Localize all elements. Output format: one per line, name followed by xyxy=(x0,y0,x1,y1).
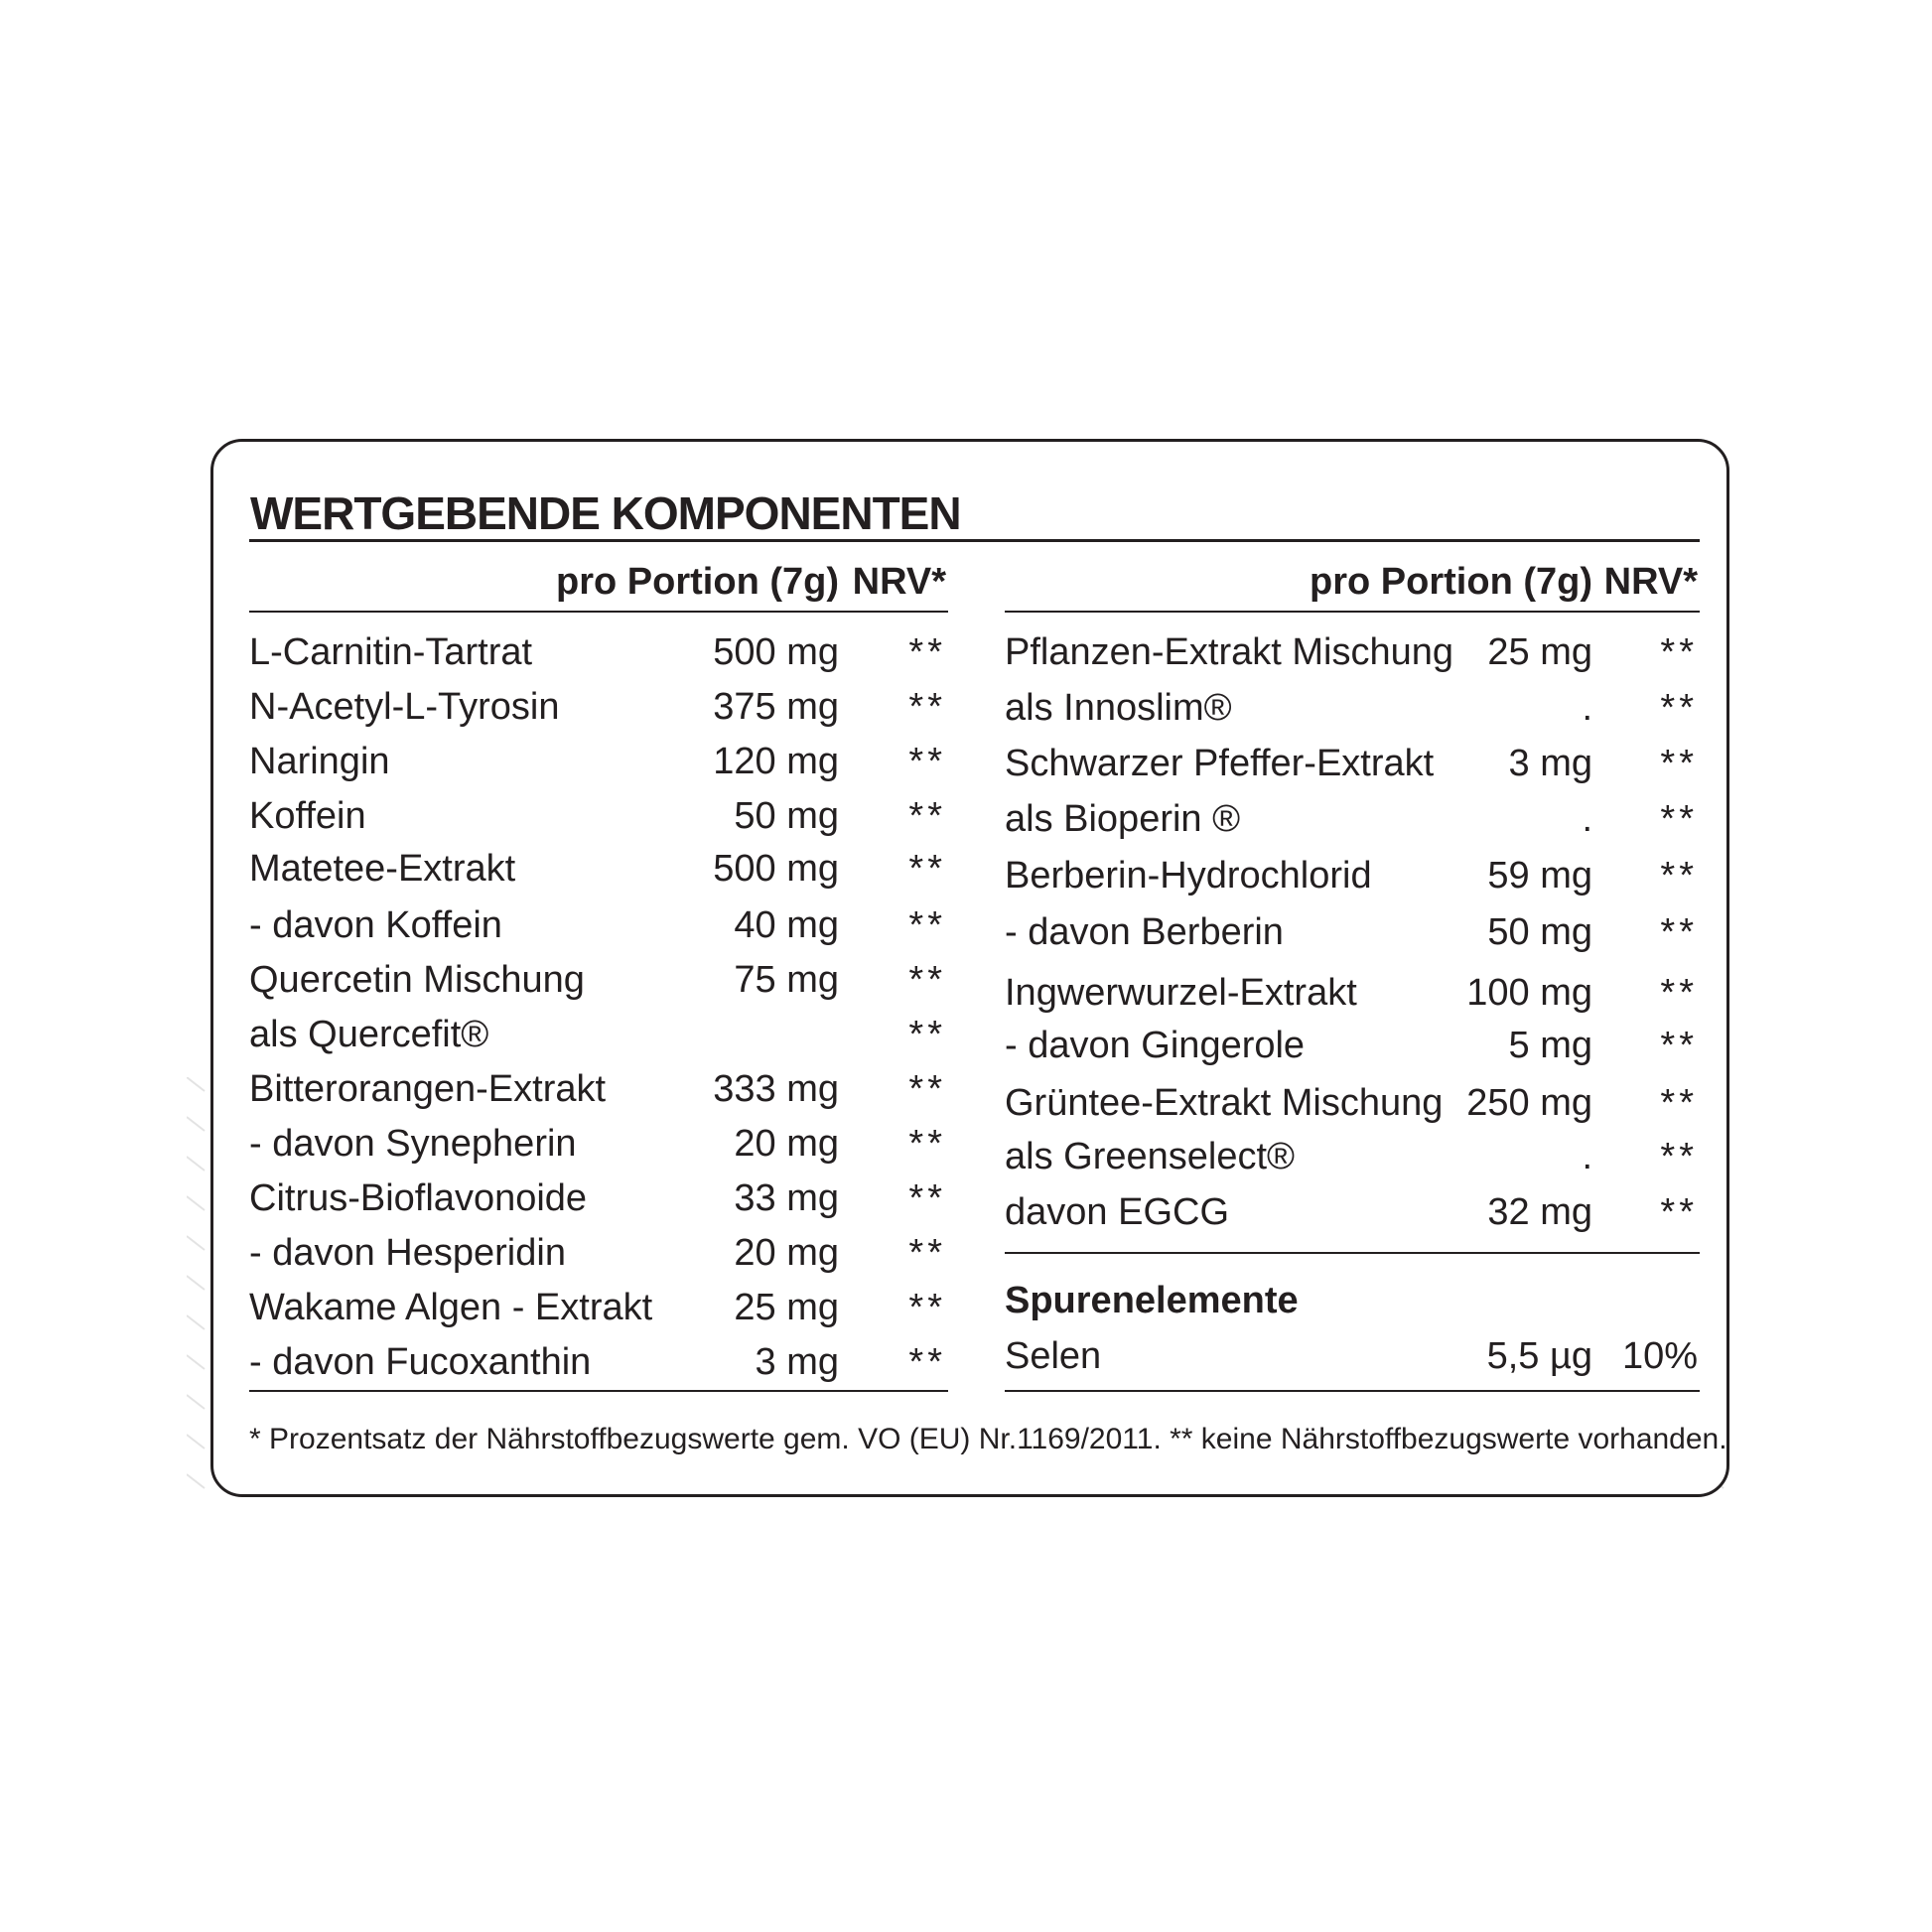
ingredient-amount: 500 mg xyxy=(713,848,839,890)
ingredient-nrv: ** xyxy=(908,1177,946,1219)
ingredient-nrv: ** xyxy=(908,795,946,837)
ingredient-name: als Bioperin ® xyxy=(1005,798,1241,840)
ingredient-nrv: ** xyxy=(908,848,946,890)
ingredient-amount: 20 mg xyxy=(734,1123,839,1165)
ingredient-nrv: ** xyxy=(1660,1025,1698,1066)
table-row xyxy=(1005,1132,1700,1181)
left-header-divider xyxy=(249,611,948,613)
trace-elements-heading: Spurenelemente xyxy=(1005,1280,1299,1321)
ingredient-nrv: ** xyxy=(908,1287,946,1328)
ingredient-name: - davon Hesperidin xyxy=(249,1232,566,1274)
ingredient-amount: . xyxy=(1582,687,1592,729)
table-row xyxy=(249,1228,948,1278)
table-row xyxy=(249,844,948,894)
table-row xyxy=(249,682,948,732)
left-header-nrv: NRV* xyxy=(852,561,946,603)
ingredient-nrv: 10% xyxy=(1621,1335,1698,1377)
ingredient-amount: 59 mg xyxy=(1487,855,1592,897)
table-row xyxy=(249,900,948,950)
ingredient-name: - davon Berberin xyxy=(1005,911,1284,953)
table-row xyxy=(249,1119,948,1169)
right-header-nrv: NRV* xyxy=(1603,561,1698,603)
ingredient-nrv: ** xyxy=(908,1068,946,1110)
ingredient-name: Quercetin Mischung xyxy=(249,959,585,1001)
ingredient-name: davon EGCG xyxy=(1005,1191,1229,1233)
ingredient-name: - davon Koffein xyxy=(249,904,502,946)
table-row xyxy=(1005,1187,1700,1237)
ingredient-name: Grüntee-Extrakt Mischung xyxy=(1005,1082,1444,1124)
table-row xyxy=(1005,683,1700,733)
ingredient-name: Wakame Algen - Extrakt xyxy=(249,1287,653,1328)
ingredient-nrv: ** xyxy=(908,1123,946,1165)
ingredient-nrv: ** xyxy=(1660,743,1698,784)
ingredient-name: Naringin xyxy=(249,741,390,782)
ingredient-nrv: ** xyxy=(1660,1191,1698,1233)
ingredient-nrv: ** xyxy=(1660,855,1698,897)
ingredient-name: N-Acetyl-L-Tyrosin xyxy=(249,686,560,728)
ingredient-nrv: ** xyxy=(1660,687,1698,729)
ingredient-amount: 25 mg xyxy=(1487,631,1592,673)
ingredient-name: Matetee-Extrakt xyxy=(249,848,516,890)
ingredient-amount: 375 mg xyxy=(713,686,839,728)
ingredient-nrv: ** xyxy=(908,1341,946,1383)
ingredient-amount: 50 mg xyxy=(1487,911,1592,953)
ingredient-nrv: ** xyxy=(1660,972,1698,1014)
ingredient-name: Bitterorangen-Extrakt xyxy=(249,1068,607,1110)
right-table-divider xyxy=(1005,1252,1700,1254)
ingredient-name: als Innoslim® xyxy=(1005,687,1232,729)
ingredient-name: Berberin-Hydrochlorid xyxy=(1005,855,1372,897)
table-row xyxy=(249,1283,948,1332)
right-table-bottom-divider xyxy=(1005,1390,1700,1392)
table-row xyxy=(1005,851,1700,900)
ingredient-name: Pflanzen-Extrakt Mischung xyxy=(1005,631,1453,673)
table-row xyxy=(249,1337,948,1387)
table-row xyxy=(249,737,948,786)
right-header-portion: pro Portion (7g) xyxy=(1310,561,1592,603)
ingredient-nrv: ** xyxy=(1660,798,1698,840)
ingredient-name: Selen xyxy=(1005,1335,1102,1377)
panel-title: WERTGEBENDE KOMPONENTEN xyxy=(250,487,961,539)
table-row xyxy=(1005,907,1700,957)
ingredient-amount: . xyxy=(1582,798,1592,840)
ingredient-name: als Quercefit® xyxy=(249,1014,489,1055)
table-row xyxy=(249,1010,948,1059)
table-row xyxy=(249,955,948,1005)
ingredient-amount: 33 mg xyxy=(734,1177,839,1219)
ingredient-name: L-Carnitin-Tartrat xyxy=(249,631,533,673)
table-row xyxy=(249,1173,948,1223)
ingredient-name: als Greenselect® xyxy=(1005,1136,1296,1177)
table-row xyxy=(249,1064,948,1114)
table-row xyxy=(1005,1078,1700,1128)
ingredient-name: Ingwerwurzel-Extrakt xyxy=(1005,972,1357,1014)
ingredient-name: Koffein xyxy=(249,795,366,837)
footnote: * Prozentsatz der Nährstoffbezugswerte gem. VO (EU) Nr.1169/2011. ** keine Nährstoffbezugswerte vorhanden. xyxy=(249,1423,1727,1455)
ingredient-amount: 20 mg xyxy=(734,1232,839,1274)
ingredient-amount: 5 mg xyxy=(1508,1025,1592,1066)
ingredient-nrv: ** xyxy=(1660,1082,1698,1124)
ingredient-nrv: ** xyxy=(908,741,946,782)
ingredient-nrv: ** xyxy=(1660,631,1698,673)
ingredient-amount: 250 mg xyxy=(1466,1082,1592,1124)
ingredient-name: Citrus-Bioflavonoide xyxy=(249,1177,588,1219)
ingredient-nrv: ** xyxy=(908,1014,946,1055)
left-header-portion: pro Portion (7g) xyxy=(556,561,839,603)
ingredient-name: - davon Fucoxanthin xyxy=(249,1341,592,1383)
table-row xyxy=(1005,968,1700,1018)
ingredient-amount: 50 mg xyxy=(734,795,839,837)
ingredient-nrv: ** xyxy=(908,959,946,1001)
ingredient-name: - davon Gingerole xyxy=(1005,1025,1306,1066)
table-row xyxy=(1005,794,1700,844)
left-table-bottom-divider xyxy=(249,1390,948,1392)
ingredient-nrv: ** xyxy=(908,631,946,673)
nutrition-panel xyxy=(210,439,1729,1497)
ingredient-amount: 120 mg xyxy=(713,741,839,782)
ingredient-amount: 40 mg xyxy=(734,904,839,946)
right-header-divider xyxy=(1005,611,1700,613)
ingredient-nrv: ** xyxy=(908,1232,946,1274)
ingredient-amount: 32 mg xyxy=(1487,1191,1592,1233)
table-row xyxy=(1005,739,1700,788)
table-row xyxy=(249,627,948,677)
table-row xyxy=(1005,627,1700,677)
ingredient-name: Schwarzer Pfeffer-Extrakt xyxy=(1005,743,1435,784)
ingredient-amount: 75 mg xyxy=(734,959,839,1001)
ingredient-nrv: ** xyxy=(908,904,946,946)
ingredient-nrv: ** xyxy=(1660,1136,1698,1177)
ingredient-amount: 25 mg xyxy=(734,1287,839,1328)
table-row xyxy=(1005,1021,1700,1070)
ingredient-nrv: ** xyxy=(1660,911,1698,953)
ingredient-amount: 500 mg xyxy=(713,631,839,673)
title-divider xyxy=(249,539,1700,542)
ingredient-amount: 3 mg xyxy=(755,1341,839,1383)
ingredient-amount: 333 mg xyxy=(713,1068,839,1110)
ingredient-amount: 5,5 µg xyxy=(1486,1335,1592,1377)
ingredient-nrv: ** xyxy=(908,686,946,728)
ingredient-amount: . xyxy=(1582,1136,1592,1177)
ingredient-amount: 100 mg xyxy=(1466,972,1592,1014)
table-row xyxy=(1005,1331,1700,1381)
table-row xyxy=(249,791,948,841)
ingredient-name: - davon Synepherin xyxy=(249,1123,577,1165)
ingredient-amount: 3 mg xyxy=(1508,743,1592,784)
